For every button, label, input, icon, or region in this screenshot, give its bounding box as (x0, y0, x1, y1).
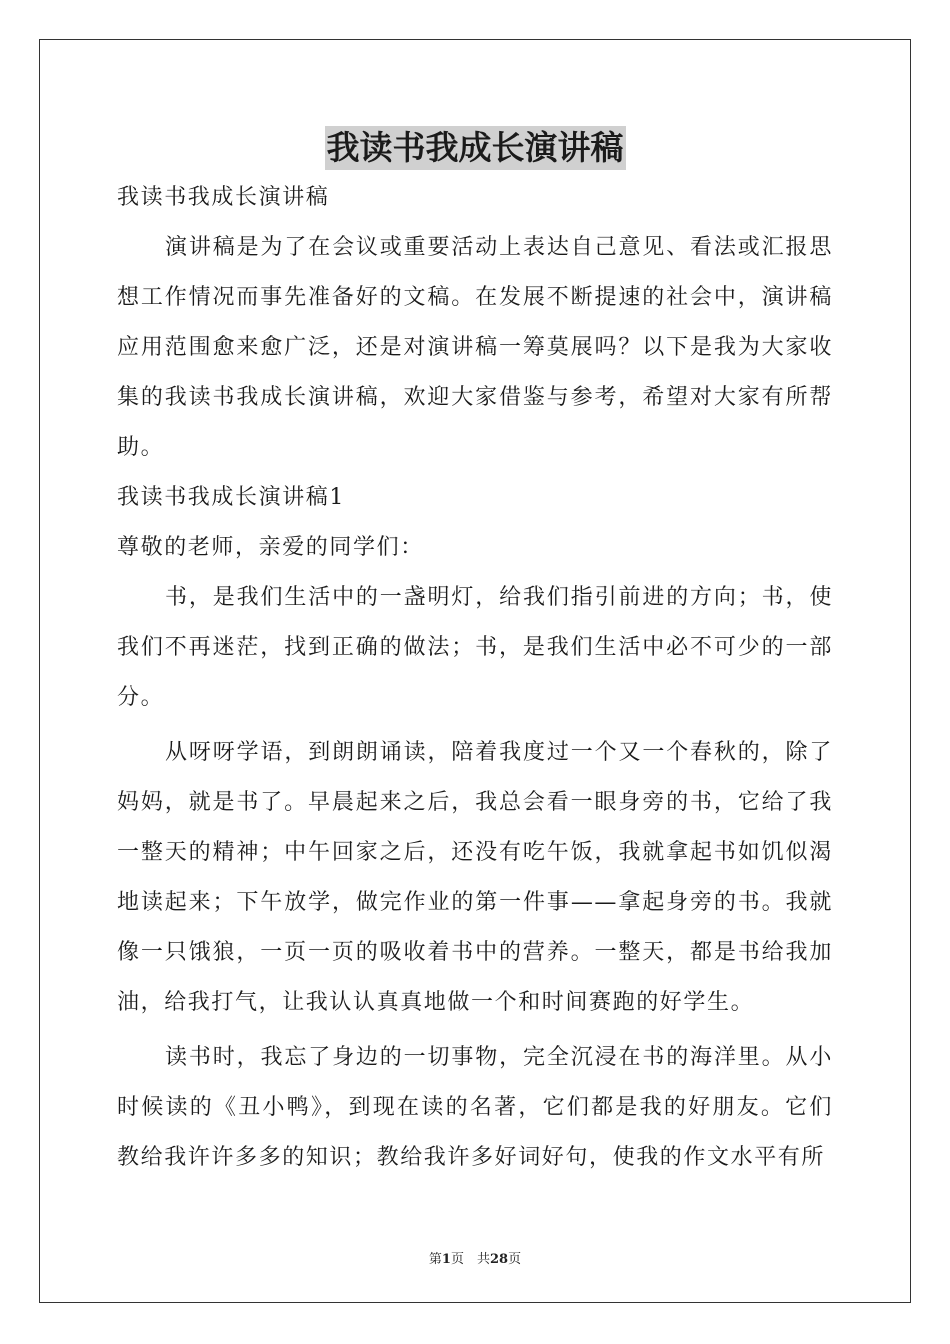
document-body (117, 173, 833, 1183)
page-mid: 页 共 (450, 1252, 490, 1267)
body-paragraph: 读书时，我忘了身边的一切事物，完全沉浸在书的海洋里。从小时候读的《丑小鸭》，到现在读的名著，它们都是我的好朋友。它们教给我许许多多的知识；教给我许多好词好句，使我的作文水平有所 (117, 1045, 833, 1170)
page-current: 1 (441, 1252, 451, 1267)
document-title: 我读书我成长演讲稿 (325, 126, 626, 170)
title-wrap (0, 126, 950, 170)
page-footer (0, 1248, 950, 1267)
subtitle-paragraph: 我读书我成长演讲稿 (117, 185, 330, 210)
salutation-paragraph: 尊敬的老师，亲爱的同学们： (117, 535, 424, 560)
body-paragraph: 从呀呀学语，到朗朗诵读，陪着我度过一个又一个春秋的，除了妈妈，就是书了。早晨起来之后，我总会看一眼身旁的书，它给了我一整天的精神；中午回家之后，还没有吃午饭，我就拿起书如饥似渴地读起来；下午放学，做完作业的第一件事——拿起身旁的书。我就像一只饿狼，一页一页的吸收着书中的营养。一整天，都是书给我加油，给我打气，让我认认真真地做一个和时间赛跑的好学生。 (117, 740, 833, 1015)
body-paragraph: 书，是我们生活中的一盏明灯，给我们指引前进的方向；书，使我们不再迷茫，找到正确的做法；书，是我们生活中必不可少的一部分。 (117, 585, 833, 710)
section-heading: 我读书我成长演讲稿1 (117, 485, 345, 510)
page-prefix: 第 (428, 1252, 442, 1267)
page-total: 28 (489, 1252, 509, 1267)
intro-paragraph: 演讲稿是为了在会议或重要活动上表达自己意见、看法或汇报思想工作情况而事先准备好的文稿。在发展不断提速的社会中，演讲稿应用范围愈来愈广泛，还是对演讲稿一筹莫展吗？以下是我为大家收集的我读书我成长演讲稿，欢迎大家借鉴与参考，希望对大家有所帮助。 (117, 235, 833, 460)
page-suffix: 页 (508, 1252, 522, 1267)
